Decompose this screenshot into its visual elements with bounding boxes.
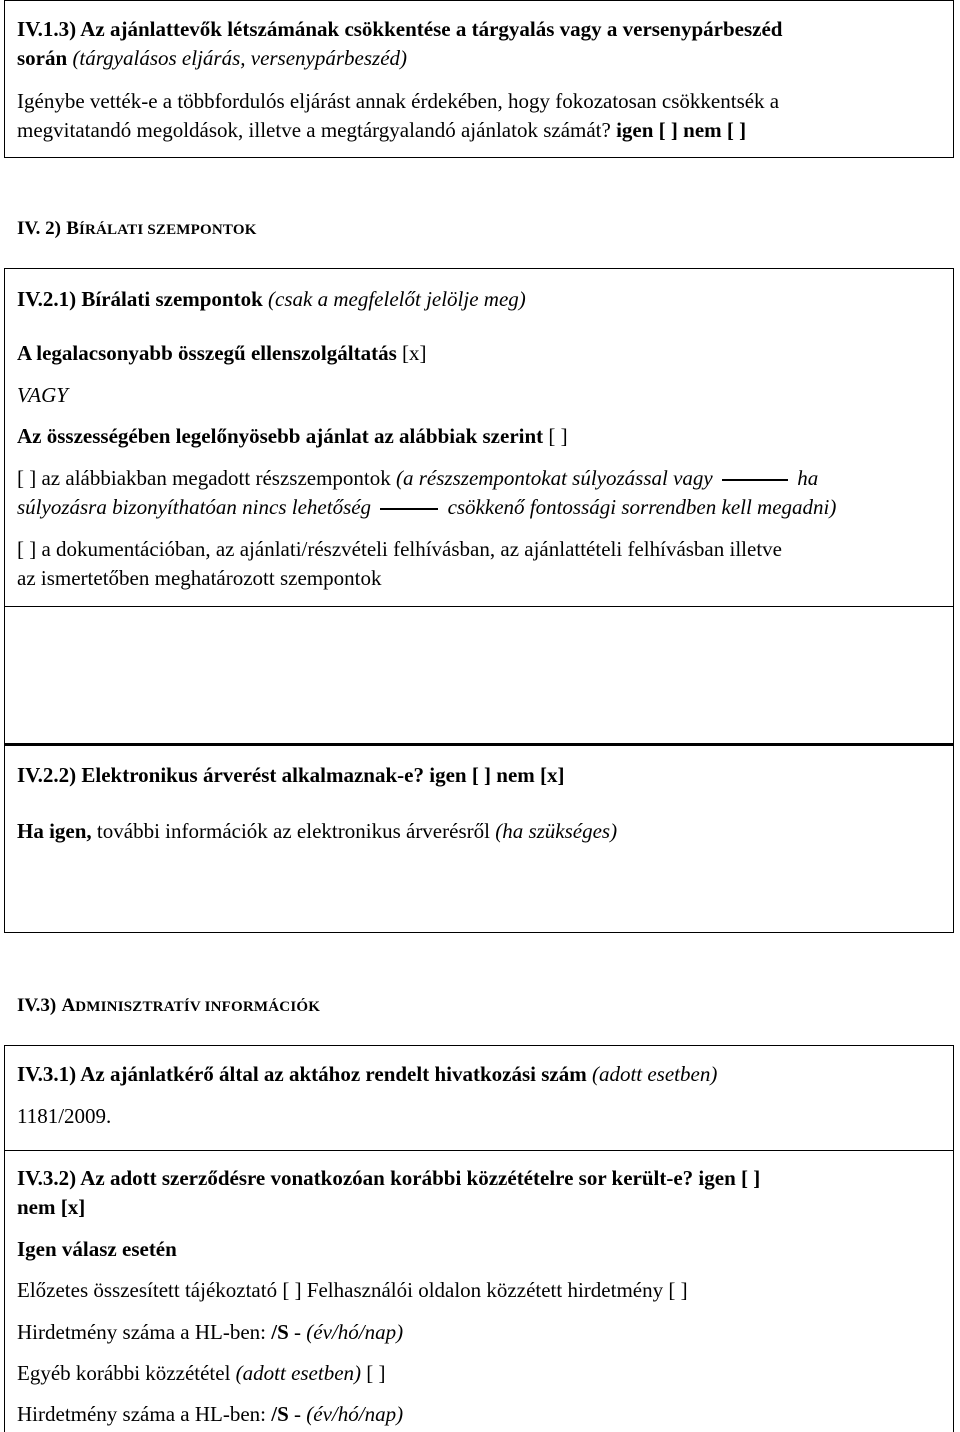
oj-notice-number-2-series: /S (271, 1402, 289, 1426)
section-iv-2-heading (17, 213, 257, 245)
option-lowest-price-checkbox: [x] (402, 341, 427, 365)
dash-divider-1 (718, 475, 792, 485)
section-iv-3-1-title-note: (adott esetben) (591, 1062, 718, 1086)
oj-notice-number-1-series: /S (271, 1320, 289, 1344)
prior-information-line: Előzetes összesített tájékoztató [ ] Felhasználói oldalon közzétett hirdetmény [ ] (17, 1278, 688, 1302)
section-iv-1-3-title-line2 (17, 44, 407, 73)
section-iv-3-heading-initial: A (61, 995, 76, 1016)
oj-notice-number-2-date: (év/hó/nap) (306, 1402, 404, 1426)
section-iv-3-1-title (17, 1060, 717, 1089)
dash-divider-2 (376, 504, 442, 514)
or-separator-text: VAGY (17, 383, 68, 407)
other-prior-publication-checkbox: [ ] (366, 1361, 386, 1385)
section-iv-2-number: IV. 2) (17, 218, 61, 239)
option-best-value (17, 422, 568, 451)
option-best-value-label: Az összességében legelőnyösebb ajánlat az alábbiak szerint (17, 424, 544, 448)
section-iv-3-2-title-line2 (17, 1193, 85, 1222)
sub-criteria-option-line2 (17, 493, 836, 522)
section-iv-1-3-procedure-note: (tárgyalásos eljárás, versenypárbeszéd) (72, 46, 408, 70)
yes-answer-label (17, 1235, 177, 1264)
section-iv-3-2-title-line1 (17, 1164, 760, 1193)
option-lowest-price (17, 339, 427, 368)
section-iv-1-3-question-line1: Igénybe vették-e a többfordulós eljárást annak érdekében, hogy fokozatosan csökkentsék a (17, 89, 780, 113)
documentation-criteria-line2: az ismertetőben meghatározott szempontok (17, 566, 382, 590)
section-iv-1-3-question-text: megvitatandó megoldások, illetve a megtárgyalandó ajánlatok számát? (17, 118, 611, 142)
section-iv-2-heading-rest: ÍRÁLATI SZEMPONTOK (78, 222, 257, 238)
sub-criteria-option-line1 (17, 464, 818, 493)
yes-answer-label-text: Igen válasz esetén (17, 1237, 177, 1261)
reference-number: 1181/2009. (17, 1104, 112, 1128)
section-iv-1-3-answer: igen [ ] nem [ ] (616, 118, 747, 142)
oj-notice-number-1-date: (év/hó/nap) (306, 1320, 404, 1344)
section-iv-2-2-info-text: további információk az elektronikus árverésről (96, 819, 490, 843)
section-iv-2-2-info-note: (ha szükséges) (495, 819, 618, 843)
sub-criteria-option-prefix: [ ] az alábbiakban megadott részszempontok (17, 466, 391, 490)
section-iv-3-1-title-text: IV.3.1) Az ajánlatkérő által az aktához rendelt hivatkozási szám (17, 1062, 587, 1086)
section-iv-1-3-title-tail: során (17, 46, 68, 70)
section-iv-2-1-title-note: (csak a megfelelőt jelölje meg) (268, 287, 526, 311)
section-iv-2-2-title (17, 761, 565, 790)
section-iv-1-3-title-line1: IV.1.3) Az ajánlattevők létszámának csökkentése a tárgyalás vagy a versenypárbeszéd (17, 17, 783, 41)
blank-box (4, 606, 954, 746)
oj-notice-number-2-label: Hirdetmény száma a HL-ben: (17, 1402, 266, 1426)
other-prior-publication (17, 1359, 386, 1388)
sub-criteria-option-note-b: ha (797, 466, 819, 490)
sub-criteria-option-note-a: (a részszempontokat súlyozással vagy (396, 466, 713, 490)
section-iv-2-1-title (17, 285, 526, 314)
option-best-value-checkbox: [ ] (548, 424, 568, 448)
section-iv-2-heading-initial: B (66, 218, 79, 239)
section-iv-2-1-title-text: IV.2.1) Bírálati szempontok (17, 287, 263, 311)
documentation-criteria-line1: [ ] a dokumentációban, az ajánlati/részvételi felhívásban, az ajánlattételi felhívásban illetve (17, 537, 782, 561)
section-iv-3-heading (17, 990, 320, 1022)
oj-notice-number-2-sep: - (294, 1402, 302, 1426)
or-separator (17, 381, 68, 410)
section-iv-2-2-info (17, 817, 617, 846)
oj-notice-number-1-sep: - (294, 1320, 302, 1344)
section-iv-1-3-question-line2 (17, 116, 746, 145)
section-iv-2-2-info-lead: Ha igen, (17, 819, 92, 843)
sub-criteria-option-note-c: súlyozásra bizonyíthatóan nincs lehetőség (17, 495, 372, 519)
section-iv-3-heading-rest: DMINISZTRATÍV INFORMÁCIÓK (75, 999, 321, 1015)
section-iv-3-number: IV.3) (17, 995, 57, 1016)
sub-criteria-option-note-d: csökkenő fontossági sorrendben kell megadni) (447, 495, 837, 519)
section-iv-2-2-answer: igen [ ] nem [x] (429, 763, 565, 787)
oj-notice-number-1 (17, 1318, 403, 1347)
other-prior-publication-label: Egyéb korábbi közzététel (17, 1361, 231, 1385)
oj-notice-number-1-label: Hirdetmény száma a HL-ben: (17, 1320, 266, 1344)
section-iv-2-2-question: IV.2.2) Elektronikus árverést alkalmaznak-e? (17, 763, 424, 787)
section-iv-1-3-title (17, 15, 782, 44)
oj-notice-number-2 (17, 1400, 403, 1429)
section-iv-3-2-answer: nem [x] (17, 1195, 86, 1219)
other-prior-publication-note: (adott esetben) (235, 1361, 362, 1385)
section-iv-3-2-question: IV.3.2) Az adott szerződésre vonatkozóan korábbi közzétételre sor került-e? igen [ ] (17, 1166, 761, 1190)
option-lowest-price-label: A legalacsonyabb összegű ellenszolgáltatás (17, 341, 397, 365)
